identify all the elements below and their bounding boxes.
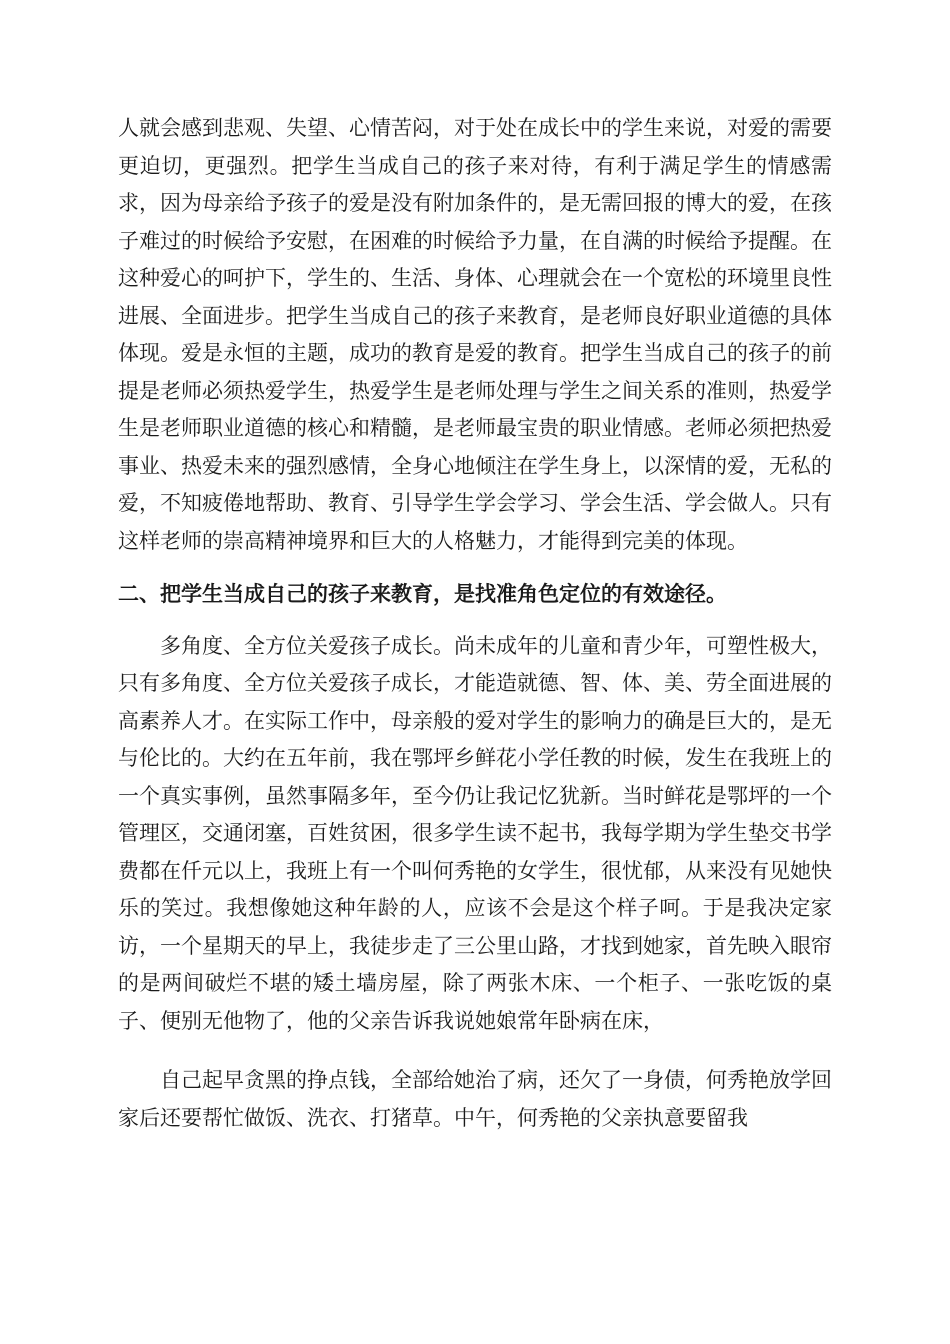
paragraph-3: 自己起早贪黑的挣点钱，全部给她治了病，还欠了一身债，何秀艳放学回家后还要帮忙做饭、洗衣、打猪草。中午，何秀艳的父亲执意要留我 <box>118 1068 832 1130</box>
paragraph-continued: 人就会感到悲观、失望、心情苦闷，对于处在成长中的学生来说，对爱的需要更迫切，更强烈。把学生当成自己的孩子来对待，有利于满足学生的情感需求，因为母亲给予孩子的爱是没有附加条件的，是无需回报的博大的爱，在孩子难过的时候给予安慰，在困难的时候给予力量，在自满的时候给予提醒。在这种爱心的呵护下，学生的、生活、身体、心理就会在一个宽松的环境里良性进展、全面进步。把学生当成自己的孩子来教育，是老师良好职业道德的具体体现。爱是永恒的主题，成功的教育是爱的教育。把学生当成自己的孩子的前提是老师必须热爱学生，热爱学生是老师处理与学生之间关系的准则，热爱学生是老师职业道德的核心和精髓，是老师最宝贵的职业情感。老师必须把热爱事业、热爱未来的强烈感情，全身心地倾注在学生身上，以深情的爱，无私的爱，不知疲倦地帮助、教育、引导学生学会学习、学会生活、学会做人。只有这样老师的崇高精神境界和巨大的人格魅力，才能得到完美的体现。 <box>118 116 832 553</box>
spacer <box>118 560 832 576</box>
spacer <box>118 1040 832 1062</box>
paragraph-2: 多角度、全方位关爱孩子成长。尚未成年的儿童和青少年，可塑性极大，只有多角度、全方位关爱孩子成长，才能造就德、智、体、美、劳全面进展的高素养人才。在实际工作中，母亲般的爱对学生的影响力的确是巨大的，是无与伦比的。大约在五年前，我在鄂坪乡鲜花小学任教的时候，发生在我班上的一个真实事例，虽然事隔多年，至今仍让我记忆犹新。当时鲜花是鄂坪的一个管理区，交通闭塞，百姓贫困，很多学生读不起书，我每学期为学生垫交书学费都在仟元以上，我班上有一个叫何秀艳的女学生，很忧郁，从来没有见她快乐的笑过。我想像她这种年龄的人，应该不会是这个样子呵。于是我决定家访，一个星期天的早上，我徒步走了三公里山路，才找到她家，首先映入眼帘的是两间破烂不堪的矮土墙房屋，除了两张木床、一个柜子、一张吃饭的桌子、便别无他物了，他的父亲告诉我说她娘常年卧病在床， <box>118 633 832 1033</box>
section-heading: 二、把学生当成自己的孩子来教育，是找准角色定位的有效途径。 <box>118 582 727 606</box>
spacer <box>118 614 832 628</box>
document-body <box>118 110 832 1137</box>
